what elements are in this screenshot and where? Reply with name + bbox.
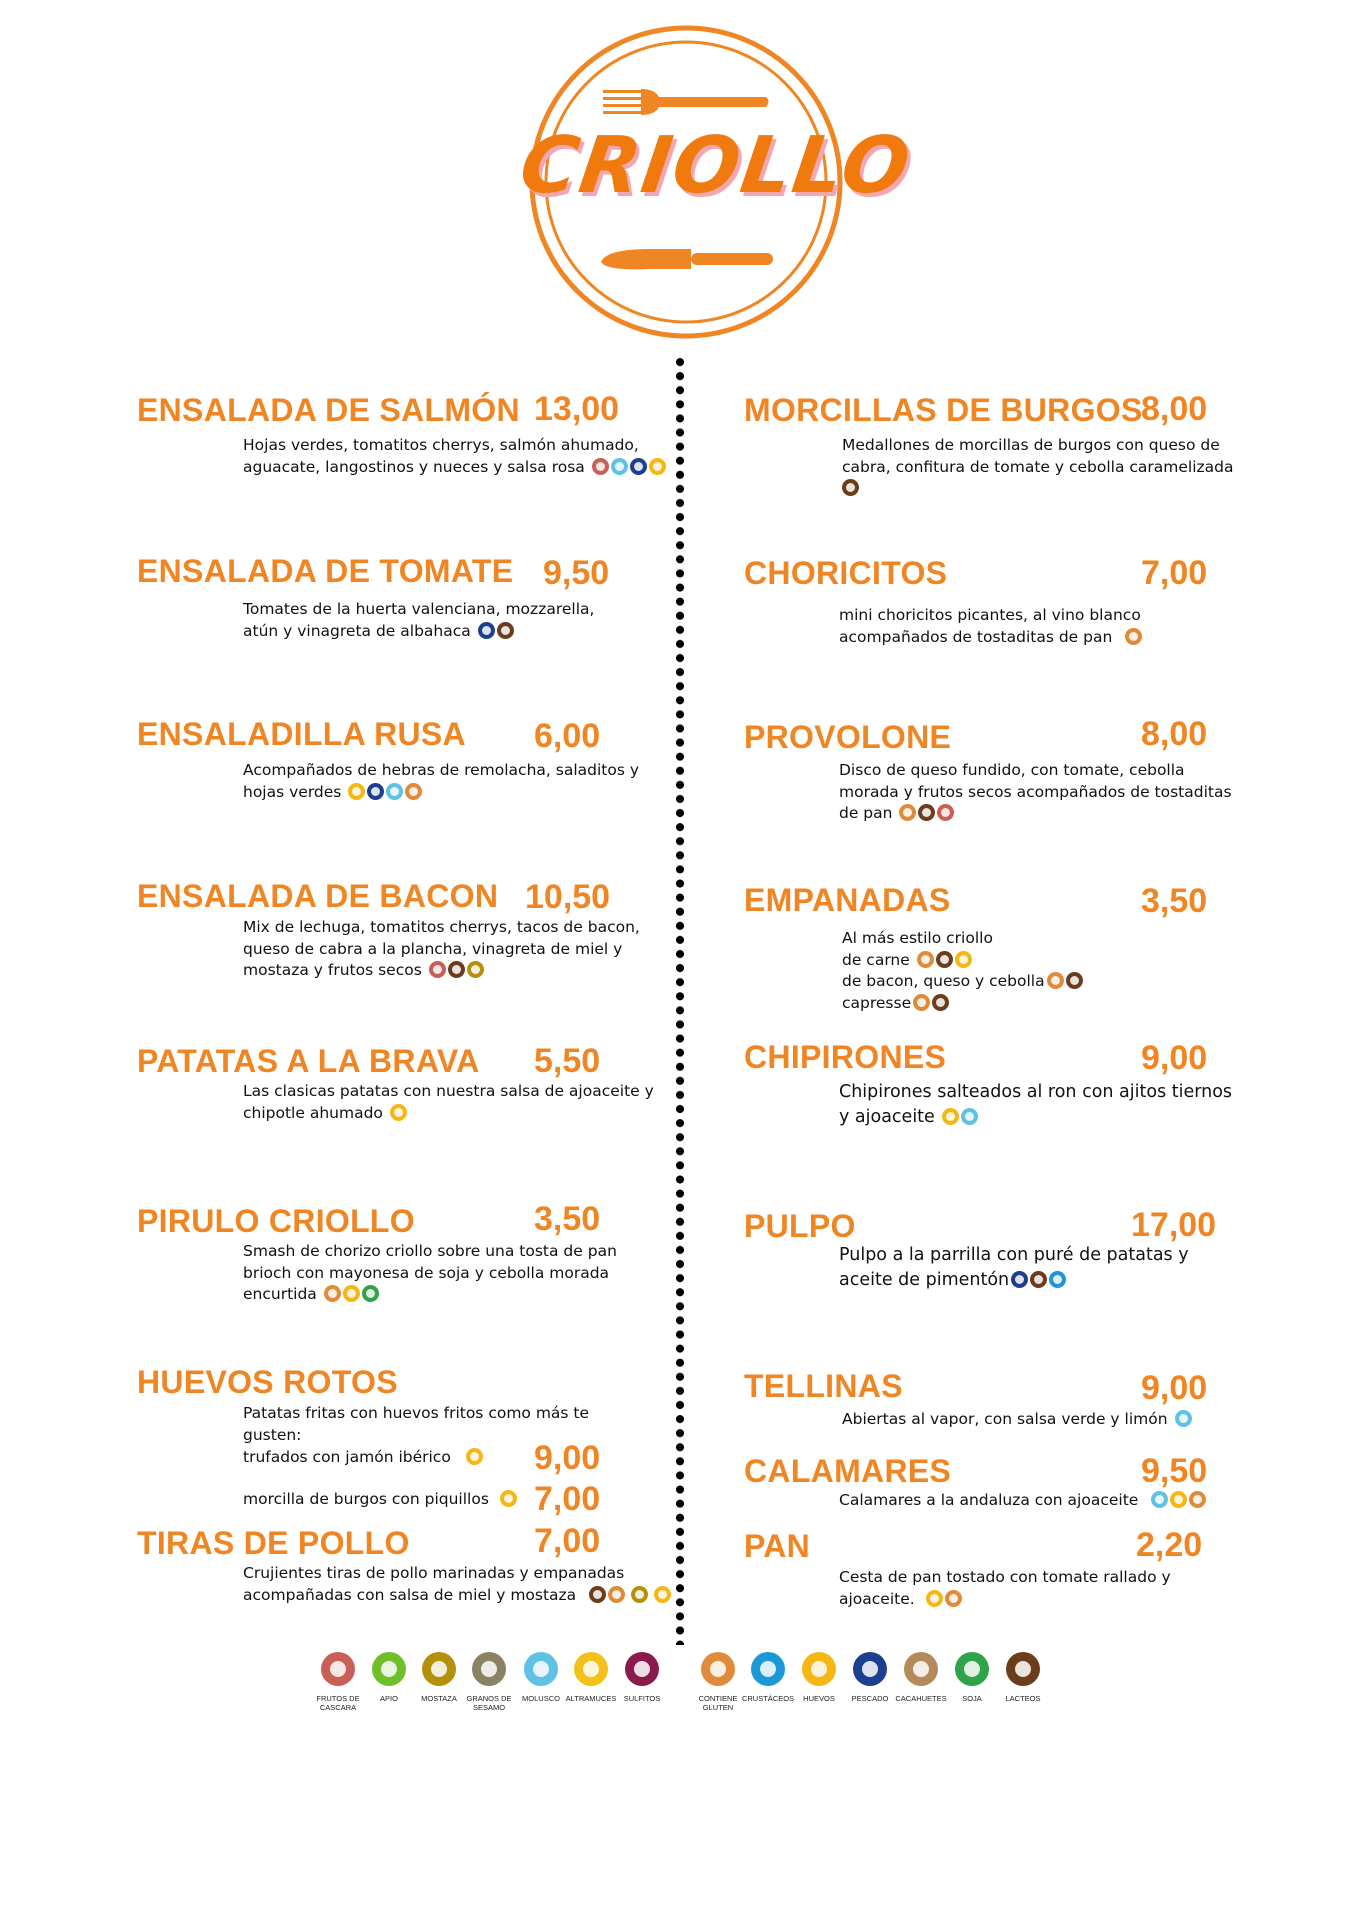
legend-lacteos: LACTEOS: [995, 1652, 1051, 1703]
description-line: Disco de queso fundido, con tomate, cebolla: [839, 761, 1185, 779]
item-name: PROVOLONE: [744, 719, 952, 755]
pescado-icon: [630, 458, 647, 475]
mostaza-icon: [467, 961, 484, 978]
lacteos-icon: [589, 1586, 606, 1603]
lacteos-icon: [448, 961, 465, 978]
gluten-icon: [1047, 972, 1064, 989]
mostaza-icon: [422, 1652, 456, 1686]
pescado-icon: [478, 622, 495, 639]
description-line: ajoaceite.: [839, 1589, 1171, 1611]
item-price: 10,50: [525, 878, 611, 916]
legend-mostaza: MOSTAZA: [411, 1652, 467, 1703]
frutos-de-cascara-icon: [592, 458, 609, 475]
item-description: [839, 1567, 1171, 1610]
item-option: [842, 993, 1083, 1015]
item-price: 3,50: [534, 1200, 601, 1238]
huevos-icon: [348, 783, 365, 800]
item-price: 5,50: [534, 1042, 601, 1080]
item-name: TELLINAS: [744, 1368, 903, 1404]
option-label: trufados con jamón ibérico: [243, 1448, 451, 1466]
legend-huevos: HUEVOS: [791, 1652, 847, 1703]
gluten-icon: [324, 1285, 341, 1302]
gluten-icon: [899, 804, 916, 821]
item-name: CALAMARES: [744, 1453, 952, 1489]
description-line: Calamares a la andaluza con ajoaceite: [839, 1490, 1206, 1512]
description-line: mini choricitos picantes, al vino blanco: [839, 606, 1141, 624]
huevos-icon: [343, 1285, 360, 1302]
description-line: mostaza y frutos secos: [243, 960, 640, 982]
item-option: [842, 971, 1083, 993]
legend-soja: SOJA: [944, 1652, 1000, 1703]
item-name: PAN: [744, 1528, 811, 1564]
gluten-icon: [913, 994, 930, 1011]
item-description: [243, 1241, 617, 1306]
item-name: ENSALADILLA RUSA: [137, 716, 466, 752]
option-label: capresse: [842, 993, 912, 1012]
item-price: 7,00: [534, 1522, 601, 1560]
soja-icon: [955, 1652, 989, 1686]
item-name: CHIPIRONES: [744, 1039, 947, 1075]
item-price: 6,00: [534, 717, 601, 755]
item-description: [842, 1409, 1192, 1431]
huevos-icon: [649, 458, 666, 475]
item-description: [839, 1243, 1189, 1293]
frutos-de-cascara-icon: [429, 961, 446, 978]
knife-icon: [601, 249, 773, 269]
item-description: [839, 1080, 1232, 1130]
item-price: 13,00: [534, 390, 620, 428]
apio-icon: [372, 1652, 406, 1686]
legend-cacahuetes: CACAHUETES: [893, 1652, 949, 1703]
item-name: ENSALADA DE TOMATE: [137, 553, 514, 589]
huevos-icon: [802, 1652, 836, 1686]
molusco-icon: [611, 458, 628, 475]
description-line: Hojas verdes, tomatitos cherrys, salmón ahumado,: [243, 436, 639, 454]
legend-altramuces: ALTRAMUCES: [563, 1652, 619, 1703]
mostaza-icon: [631, 1586, 648, 1603]
item-description: [842, 928, 1083, 1014]
cacahuetes-icon: [904, 1652, 938, 1686]
item-description: [243, 1563, 671, 1606]
item-price: 8,00: [1141, 390, 1208, 428]
pescado-icon: [1011, 1271, 1028, 1288]
description-line: encurtida: [243, 1284, 617, 1306]
item-description: [839, 605, 1142, 648]
item-price: 9,50: [543, 554, 610, 592]
item-description: [839, 1490, 1206, 1512]
molusco-icon: [1175, 1410, 1192, 1427]
sesamo-icon: [472, 1652, 506, 1686]
lacteos-icon: [936, 951, 953, 968]
pescado-icon: [367, 783, 384, 800]
description-line: brioch con mayonesa de soja y cebolla morada: [243, 1263, 610, 1282]
option-label: de bacon, queso y cebolla: [842, 972, 1045, 990]
description-line: y ajoaceite: [839, 1105, 1232, 1130]
lacteos-icon: [918, 804, 935, 821]
lacteos-icon: [842, 479, 859, 496]
item-description: [243, 917, 640, 982]
item-name: HUEVOS ROTOS: [137, 1364, 398, 1400]
molusco-icon: [1151, 1491, 1168, 1508]
item-name: ENSALADA DE BACON: [137, 878, 499, 914]
huevos-icon: [390, 1104, 407, 1121]
description-line: morada y frutos secos acompañados de tostaditas: [839, 782, 1232, 801]
gluten-icon: [1189, 1491, 1206, 1508]
huevos-icon: [955, 951, 972, 968]
description-line: Pulpo a la parrilla con puré de patatas y: [839, 1245, 1189, 1265]
gluten-icon: [405, 783, 422, 800]
legend-sulfitos: SULFITOS: [614, 1652, 670, 1703]
item-price: 8,00: [1141, 715, 1208, 753]
description-line: Tomates de la huerta valenciana, mozzarella,: [243, 600, 595, 618]
item-name: EMPANADAS: [744, 882, 951, 918]
option-price: 7,00: [534, 1480, 601, 1518]
item-price: 9,00: [1141, 1039, 1208, 1077]
description-line: chipotle ahumado: [243, 1103, 654, 1125]
description-line: Patatas fritas con huevos fritos como más te: [243, 1404, 590, 1422]
molusco-icon: [961, 1108, 978, 1125]
legend-molusco: MOLUSCO: [513, 1652, 569, 1703]
description-line: cabra, confitura de tomate y cebolla caramelizada: [842, 457, 1234, 476]
option-label: morcilla de burgos con piquillos: [243, 1490, 489, 1508]
item-option: [243, 1447, 483, 1469]
item-description: [243, 760, 639, 803]
gluten-icon: [608, 1586, 625, 1603]
crustaceos-icon: [1049, 1271, 1066, 1288]
description-line: Mix de lechuga, tomatitos cherrys, tacos de bacon,: [243, 918, 640, 936]
item-price: 9,50: [1141, 1452, 1208, 1490]
description-line: Las clasicas patatas con nuestra salsa de ajoaceite y: [243, 1082, 654, 1100]
description-line: atún y vinagreta de albahaca: [243, 621, 594, 643]
legend-sesamo: GRANOS DE SESAMO: [461, 1652, 517, 1712]
legend-crustaceos: CRUSTÁCEOS: [740, 1652, 796, 1703]
molusco-icon: [524, 1652, 558, 1686]
lacteos-icon: [1066, 972, 1083, 989]
logo-text: CRIOLLO: [514, 121, 917, 211]
restaurant-logo: [514, 25, 917, 345]
option-price: 9,00: [534, 1439, 601, 1477]
description-line: Smash de chorizo criollo sobre una tosta de pan: [243, 1242, 617, 1260]
description-line: gusten:: [243, 1425, 302, 1444]
molusco-icon: [386, 783, 403, 800]
frutos-de-cascara-icon: [937, 804, 954, 821]
description-line: Crujientes tiras de pollo marinadas y empanadas: [243, 1564, 625, 1582]
lacteos-icon: [1030, 1271, 1047, 1288]
huevos-icon: [654, 1586, 671, 1603]
legend-frutos-de-cascara: FRUTOS DE CASCARA: [310, 1652, 366, 1712]
huevos-icon: [500, 1490, 517, 1507]
description-line: Chipirones salteados al ron con ajitos tiernos: [839, 1082, 1233, 1102]
lacteos-icon: [497, 622, 514, 639]
huevos-icon: [1170, 1491, 1187, 1508]
lacteos-icon: [932, 994, 949, 1011]
item-name: CHORICITOS: [744, 555, 948, 591]
item-description: [842, 435, 1234, 500]
gluten-icon: [917, 951, 934, 968]
description-line: queso de cabra a la plancha, vinagreta de miel y: [243, 939, 623, 958]
item-price: 2,20: [1136, 1526, 1203, 1564]
item-description: [243, 599, 594, 642]
item-price: 17,00: [1131, 1206, 1217, 1244]
description-line: de pan: [839, 803, 1232, 825]
description-line: Acompañados de hebras de remolacha, saladitos y: [243, 761, 640, 779]
gluten-icon: [1125, 628, 1142, 645]
description-line: acompañados de tostaditas de pan: [839, 627, 1142, 649]
gluten-icon: [945, 1590, 962, 1607]
gluten-icon: [701, 1652, 735, 1686]
crustaceos-icon: [751, 1652, 785, 1686]
item-name: PULPO: [744, 1208, 856, 1244]
item-price: 3,50: [1141, 882, 1208, 920]
item-name: PATATAS A LA BRAVA: [137, 1043, 480, 1079]
huevos-icon: [942, 1108, 959, 1125]
legend-gluten: CONTIENE GLUTEN: [690, 1652, 746, 1712]
soja-icon: [362, 1285, 379, 1302]
huevos-icon: [466, 1448, 483, 1465]
item-description: [243, 435, 666, 478]
description-line: Cesta de pan tostado con tomate rallado y: [839, 1568, 1171, 1586]
item-name: ENSALADA DE SALMÓN: [137, 392, 520, 428]
huevos-icon: [926, 1590, 943, 1607]
item-option: [842, 950, 1083, 972]
description-line: Medallones de morcillas de burgos con queso de: [842, 436, 1220, 454]
frutos-de-cascara-icon: [321, 1652, 355, 1686]
fork-icon: [603, 89, 769, 115]
item-price: 9,00: [1141, 1369, 1208, 1407]
column-divider: [675, 355, 685, 1645]
description-line: aguacate, langostinos y nueces y salsa rosa: [243, 457, 666, 479]
legend-pescado: PESCADO: [842, 1652, 898, 1703]
item-option: [243, 1489, 517, 1511]
item-name: TIRAS DE POLLO: [137, 1525, 410, 1561]
item-description: [839, 760, 1232, 825]
item-description: [243, 1081, 654, 1124]
altramuces-icon: [574, 1652, 608, 1686]
lacteos-icon: [1006, 1652, 1040, 1686]
description-line: hojas verdes: [243, 782, 639, 804]
item-name: MORCILLAS DE BURGOS: [744, 392, 1143, 428]
sulfitos-icon: [625, 1652, 659, 1686]
description-line: Abiertas al vapor, con salsa verde y limón: [842, 1409, 1192, 1431]
item-name: PIRULO CRIOLLO: [137, 1203, 415, 1239]
description-line: aceite de pimentón: [839, 1268, 1189, 1293]
pescado-icon: [853, 1652, 887, 1686]
legend-apio: APIO: [361, 1652, 417, 1703]
option-label: de carne: [842, 950, 910, 969]
description-line: Al más estilo criollo: [842, 929, 993, 947]
description-line: acompañadas con salsa de miel y mostaza: [243, 1585, 671, 1607]
item-price: 7,00: [1141, 554, 1208, 592]
